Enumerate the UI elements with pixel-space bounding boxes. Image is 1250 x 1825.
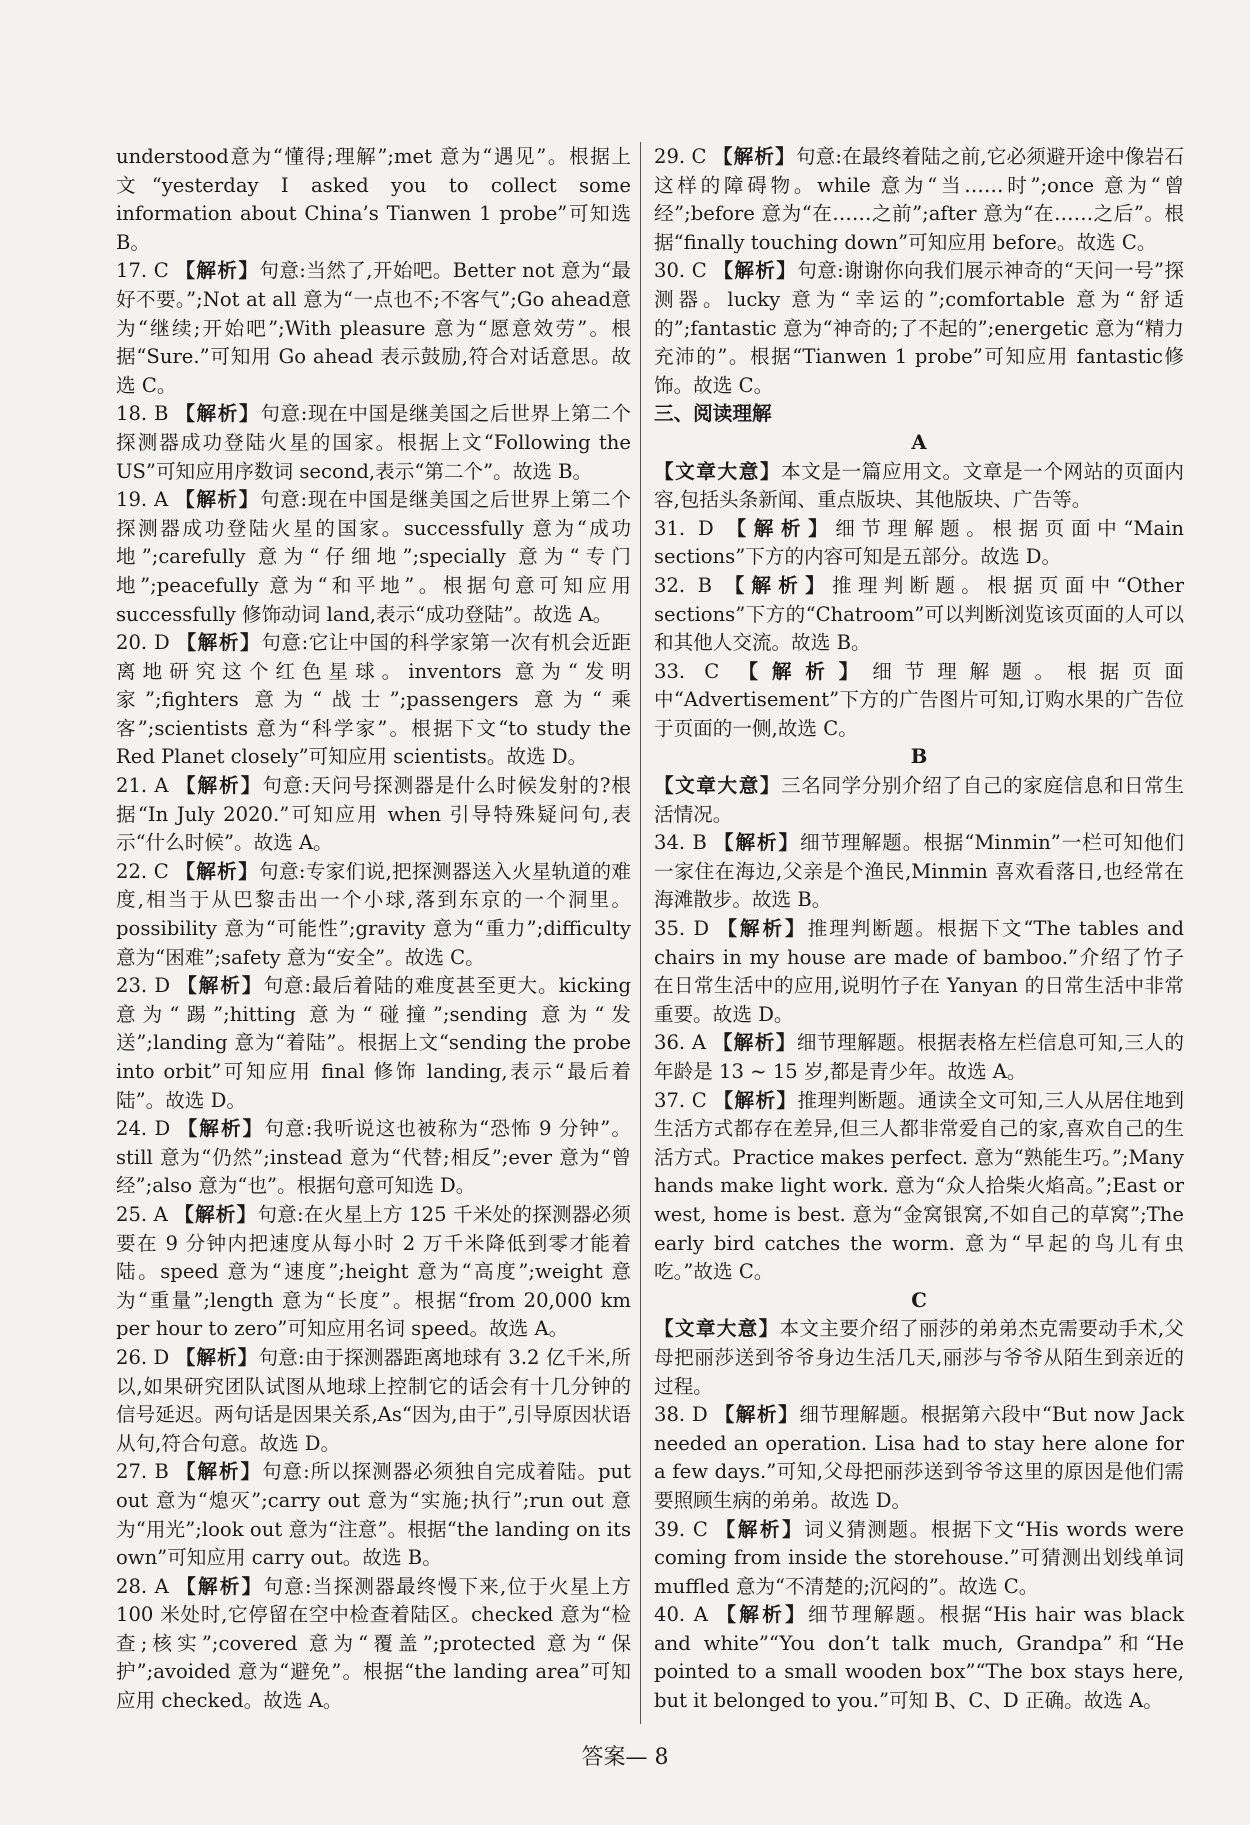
analysis-tag: 【解析】 bbox=[724, 573, 832, 597]
question-number: 33. C bbox=[654, 659, 720, 683]
analysis-tag: 【解析】 bbox=[713, 259, 798, 283]
analysis-tag: 【解析】 bbox=[716, 1603, 809, 1627]
answer-item bbox=[116, 629, 631, 772]
answer-item bbox=[116, 972, 631, 1115]
answer-text: 句意:在火星上方 125 千米处的探测器必须要在 9 分钟内把速度从每小时 2 万千米降低到零才能着陆。speed 意为“速度”;height 意为“高度”;weight 意为“重量”;length 意为“长度”。根据“from 20,000 km per hour to zero”可知应用名词 speed。故选 A。 bbox=[116, 1202, 631, 1341]
answer-item bbox=[116, 1458, 631, 1572]
passage-letter: B bbox=[910, 745, 928, 769]
answer-item bbox=[654, 1516, 1184, 1602]
answer-item bbox=[116, 772, 631, 858]
analysis-tag: 【解析】 bbox=[738, 659, 873, 683]
answer-item bbox=[116, 143, 631, 257]
answer-text: 句意:现在中国是继美国之后世界上第二个探测器成功登陆火星的国家。根据上文“Following the US”可知应用序数词 second,表示“第二个”。故选 B。 bbox=[116, 402, 632, 483]
question-number: 31. D bbox=[654, 516, 714, 540]
question-number: 30. C bbox=[654, 259, 707, 283]
question-number: 18. B bbox=[116, 402, 169, 426]
analysis-tag: 【解析】 bbox=[175, 1460, 263, 1484]
answer-text: 句意:由于探测器距离地球有 3.2 亿千米,所以,如果研究团队试图从地球上控制它的话会有十几分钟的信号延迟。两句话是因果关系,As“因为,由于”,引导原因状语从句,符合句意。故选 D。 bbox=[116, 1345, 632, 1455]
answer-item bbox=[116, 257, 631, 400]
analysis-tag: 【文章大意】 bbox=[654, 774, 782, 798]
answer-text: 推理判断题。根据下文“The tables and chairs in my house are made of bamboo.”介绍了竹子在日常生活中的应用,说明竹子在 Yanyan 的日常生活中非常重要。故选 D。 bbox=[654, 917, 1184, 1026]
answer-item bbox=[654, 257, 1184, 400]
answer-item bbox=[654, 1087, 1184, 1287]
answer-text: 句意:当然了,开始吧。Better not 意为“最好不要。”;Not at all 意为“一点也不;不客气”;Go ahead意为“继续;开始吧”;With pleasure 意为“愿意效劳”。根据“Sure.”可知用 Go ahead 表示鼓励,符合对话意思。故选 C。 bbox=[116, 259, 632, 397]
right-column bbox=[654, 143, 1184, 1716]
answer-item bbox=[654, 1029, 1184, 1086]
answer-item bbox=[654, 1601, 1184, 1715]
answer-item bbox=[654, 915, 1184, 1029]
answer-item bbox=[654, 572, 1184, 658]
question-number: 27. B bbox=[116, 1460, 169, 1484]
question-number: 34. B bbox=[654, 831, 707, 855]
question-number: 17. C bbox=[116, 259, 169, 283]
analysis-tag: 【解析】 bbox=[176, 631, 262, 655]
answer-text: 句意:在最终着陆之前,它必须避开途中像岩石这样的障碍物。while 意为“当……时”;once 意为“曾经”;before 意为“在……之前”;after 意为“在……之后”。根据“finally touching down”可知应用 before。故选 C。 bbox=[654, 145, 1184, 254]
question-number: 23. D bbox=[116, 974, 171, 998]
passage-letter: C bbox=[911, 1288, 927, 1312]
left-column bbox=[116, 143, 631, 1716]
question-number: 29. C bbox=[654, 145, 707, 168]
question-number: 19. A bbox=[116, 488, 169, 512]
answer-text: 句意:天问号探测器是什么时候发射的?根据“In July 2020.”可知应用 when 引导特殊疑问句,表示“什么时候”。故选 A。 bbox=[116, 774, 632, 855]
answer-item bbox=[654, 143, 1184, 257]
answer-item bbox=[116, 486, 631, 629]
question-number: 20. D bbox=[116, 631, 170, 655]
question-number: 36. A bbox=[654, 1031, 706, 1055]
answer-text: 推理判断题。通读全文可知,三人从居住地到生活方式都存在差异,但三人都非常爱自己的家,喜欢自己的生活方式。Practice makes perfect. 意为“熟能生巧。”;Many hands make light work. 意为“众人拾柴火焰高。”;East or west, home is best. 意为“金窝银窝,不如自己的草窝”;The early bird catches the worm. 意为“早起的鸟儿有虫吃。”故选 C。 bbox=[654, 1088, 1185, 1284]
answer-text: 句意:现在中国是继美国之后世界上第二个探测器成功登陆火星的国家。successfully 意为“成功地”;carefully 意为“仔细地”;specially 意为“专门地”;peacefully 意为“和平地”。根据句意可知应用 successfully 修饰动词 land,表示“成功登陆”。故选 A。 bbox=[116, 488, 631, 626]
page-footer: 答案— 8 bbox=[581, 1745, 669, 1770]
answer-text: 本文是一篇应用文。文章是一个网站的页面内容,包括头条新闻、重点版块、其他版块、广告等。 bbox=[654, 459, 1185, 512]
column-divider bbox=[640, 142, 641, 1724]
analysis-tag: 【解析】 bbox=[175, 259, 260, 283]
answer-text: 句意:所以探测器必须独自完成着陆。put out 意为“熄灭”;carry out 意为“实施;执行”;run out 意为“用光”;look out 意为“注意”。根据“the landing on its own”可知应用 carry out。故选 B。 bbox=[116, 1460, 632, 1570]
analysis-tag: 【解析】 bbox=[175, 859, 260, 883]
analysis-tag: 【解析】 bbox=[175, 488, 261, 512]
answer-text: 句意:专家们说,把探测器送入火星轨道的难度,相当于从巴黎击出一个小球,落到东京的一个洞里。possibility 意为“可能性”;gravity 意为“重力”;difficulty意为“困难”;safety 意为“安全”。故选 C。 bbox=[116, 859, 631, 969]
answer-item bbox=[654, 515, 1184, 572]
answer-item bbox=[654, 658, 1184, 744]
question-number: 21. A bbox=[116, 774, 169, 798]
answer-item bbox=[654, 458, 1184, 515]
answer-item bbox=[654, 1315, 1184, 1401]
analysis-tag: 【解析】 bbox=[177, 1117, 265, 1141]
answer-text: 细节理解题。根据页面中“Main sections”下方的内容可知是五部分。故选 D。 bbox=[654, 516, 1184, 569]
answer-text: 细节理解题。根据表格左栏信息可知,三人的年龄是 13 ~ 15 岁,都是青少年。故选 A。 bbox=[654, 1031, 1184, 1083]
question-number: 28. A bbox=[116, 1574, 169, 1598]
question-number: 40. A bbox=[654, 1603, 708, 1627]
answer-text: 细节理解题。根据“His hair was black and white”“You don’t talk much, Grandpa”和“He pointed to a small wooden box”“The box stays here, but it belonged to you.”可知 B、C、D 正确。故选 A。 bbox=[654, 1603, 1185, 1713]
answer-text: 细节理解题。根据第六段中“But now Jack needed an operation. Lisa had to stay here alone for a few days.”可知,父母把丽莎送到爷爷这里的原因是他们需要照顾生病的弟弟。故选 D。 bbox=[654, 1403, 1185, 1512]
answer-item bbox=[116, 1201, 631, 1344]
answer-text: 三名同学分别介绍了自己的家庭信息和日常生活情况。 bbox=[654, 774, 1185, 826]
answer-item bbox=[654, 829, 1184, 915]
question-number: 35. D bbox=[654, 917, 710, 941]
answer-text: 推理判断题。根据页面中“Other sections”下方的“Chatroom”可以判断浏览该页面的人可以和其他人交流。故选 B。 bbox=[654, 573, 1184, 655]
answer-text: 句意:谢谢你向我们展示神奇的“天问一号”探测器。lucky 意为“幸运的”;comfortable 意为“舒适的”;fantastic 意为“神奇的;了不起的”;energetic 意为“精力充沛的”。根据“Tianwen 1 probe”可知应用 fantastic修饰。故选 C。 bbox=[654, 259, 1185, 397]
answer-text: 句意:它让中国的科学家第一次有机会近距离地研究这个红色星球。inventors 意为“发明家”;fighters 意为“战士”;passengers 意为“乘客”;scientists 意为“科学家”。根据下文“to study the Red Planet closely”可知应用 scientists。故选 D。 bbox=[116, 631, 631, 769]
analysis-tag: 【解析】 bbox=[175, 774, 263, 798]
question-number: 37. C bbox=[654, 1088, 707, 1112]
answer-item bbox=[116, 400, 631, 486]
analysis-tag: 【解析】 bbox=[715, 1517, 805, 1541]
answer-text: 句意:最后着陆的难度甚至更大。kicking 意为“踢”;hitting 意为“碰撞”;sending 意为“发送”;landing 意为“着陆”。根据上文“sending the probe into orbit”可知应用 final 修饰 landing,表示“最后着陆”。故选 D。 bbox=[116, 974, 632, 1112]
answer-text: 细节理解题。根据页面中“Advertisement”下方的广告图片可知,订购水果的广告位于页面的一侧,故选 C。 bbox=[654, 659, 1185, 740]
question-number: 32. B bbox=[654, 573, 713, 597]
analysis-tag: 【解析】 bbox=[177, 974, 264, 998]
analysis-tag: 【解析】 bbox=[713, 831, 801, 855]
analysis-tag: 【解析】 bbox=[175, 1345, 259, 1369]
answer-text: 句意:我听说这也被称为“恐怖 9 分钟”。still 意为“仍然”;instead 意为“代替;相反”;ever 意为“曾经”;also 意为“也”。根据句意可知选 D。 bbox=[116, 1117, 631, 1198]
analysis-tag: 【解析】 bbox=[175, 402, 261, 426]
answer-item bbox=[116, 1115, 631, 1201]
question-number: 22. C bbox=[116, 859, 169, 883]
answer-text: 词义猜测题。根据下文“His words were coming from inside the storehouse.”可猜测出划线单词 muffled 意为“不清楚的;沉闷的”。故选 C。 bbox=[654, 1517, 1184, 1598]
answer-text: understood意为“懂得;理解”;met 意为“遇见”。根据上文“yesterday I asked you to collect some information about China’s Tianwen 1 probe”可知选 B。 bbox=[116, 145, 631, 254]
question-number: 24. D bbox=[116, 1117, 171, 1141]
passage-letter: A bbox=[911, 430, 927, 454]
question-number: 26. D bbox=[116, 1345, 170, 1369]
answer-text: 细节理解题。根据“Minmin”一栏可知他们一家住在海边,父亲是个渔民,Minmin 喜欢看落日,也经常在海滩散步。故选 B。 bbox=[654, 831, 1184, 912]
analysis-tag: 【文章大意】 bbox=[654, 459, 782, 483]
answer-item bbox=[654, 772, 1184, 829]
analysis-tag: 【解析】 bbox=[713, 1088, 798, 1112]
answer-item bbox=[116, 858, 631, 972]
analysis-tag: 【解析】 bbox=[717, 917, 808, 941]
question-number: 39. C bbox=[654, 1517, 708, 1541]
answer-item bbox=[116, 1344, 631, 1458]
analysis-tag: 【解析】 bbox=[712, 145, 796, 168]
analysis-tag: 【文章大意】 bbox=[654, 1317, 780, 1341]
answer-item bbox=[654, 1401, 1184, 1515]
analysis-tag: 【解析】 bbox=[176, 1574, 264, 1598]
question-number: 38. D bbox=[654, 1403, 708, 1427]
section-heading: 三、阅读理解 bbox=[654, 402, 772, 426]
analysis-tag: 【解析】 bbox=[714, 1403, 800, 1427]
analysis-tag: 【解析】 bbox=[712, 1031, 797, 1055]
question-number: 25. A bbox=[116, 1202, 168, 1226]
answer-text: 本文主要介绍了丽莎的弟弟杰克需要动手术,父母把丽莎送到爷爷身边生活几天,丽莎与爷爷从陌生到亲近的过程。 bbox=[654, 1317, 1184, 1398]
analysis-tag: 【解析】 bbox=[174, 1202, 258, 1226]
analysis-tag: 【解析】 bbox=[726, 516, 836, 540]
answer-text: 句意:当探测器最终慢下来,位于火星上方 100 米处时,它停留在空中检查着陆区。checked 意为“检查;核实”;covered 意为“覆盖”;protected 意为“保护”;avoided 意为“避免”。根据“the landing area”可知应用 checked。故选 A。 bbox=[116, 1574, 631, 1713]
answer-item bbox=[116, 1573, 631, 1716]
